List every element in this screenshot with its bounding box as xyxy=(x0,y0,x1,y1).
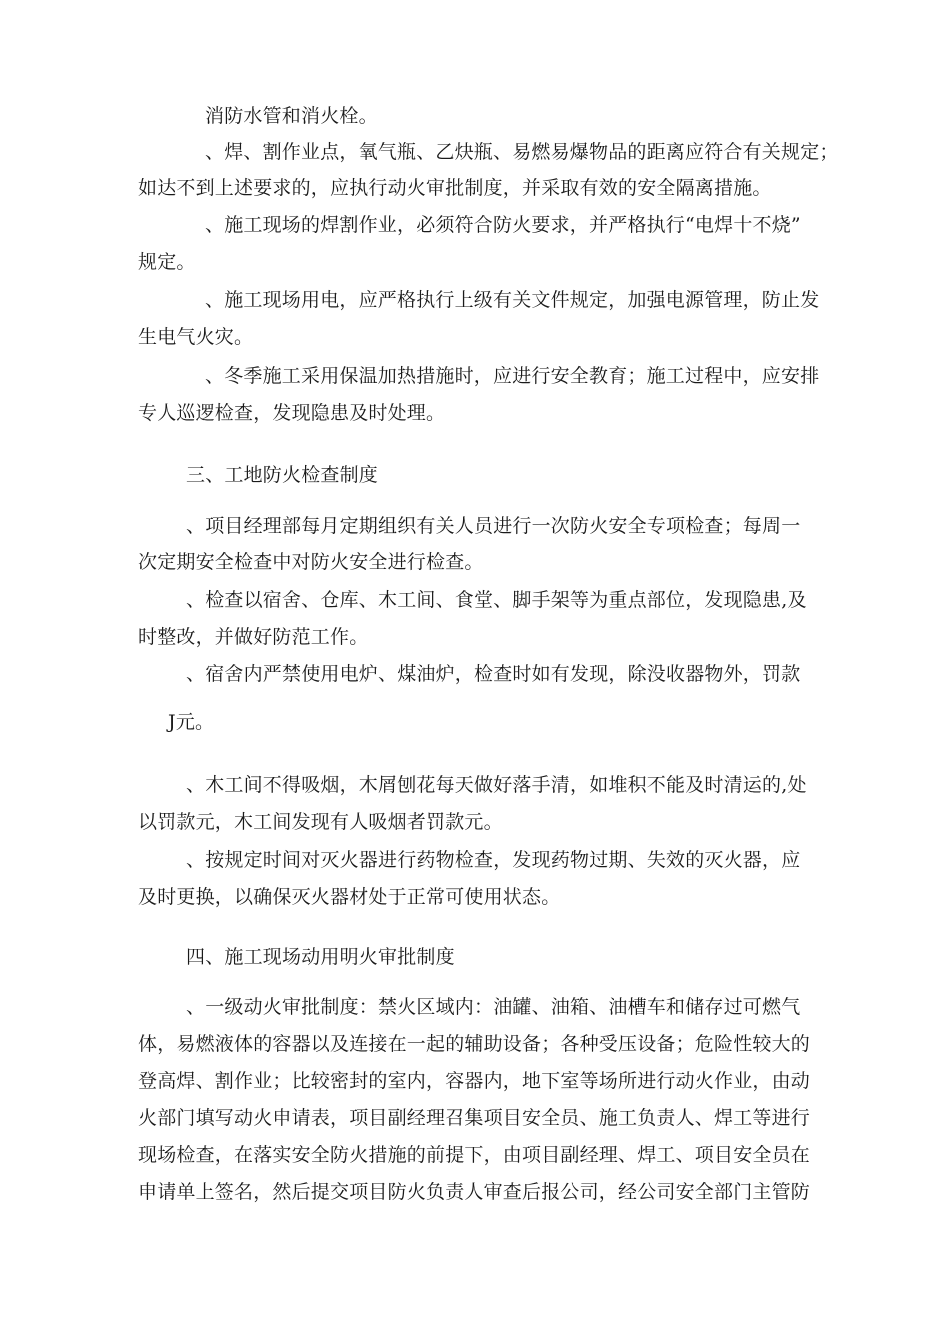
text-line: 消防水管和消火栓。 xyxy=(205,105,378,127)
text-line: 、按规定时间对灭火器进行药物检查，发现药物过期、失效的灭火器，应 xyxy=(186,849,801,871)
text-line: 申请单上签名，然后提交项目防火负责人审查后报公司，经公司安全部门主管防 xyxy=(138,1181,811,1203)
text-line: 规定。 xyxy=(138,251,196,273)
text-line: 火部门填写动火申请表，项目副经理召集项目安全员、施工负责人、焊工等进行 xyxy=(138,1107,811,1129)
text-line: 现场检查，在落实安全防火措施的前提下，由项目副经理、焊工、项目安全员在 xyxy=(138,1144,811,1166)
text-line: 、施工现场用电，应严格执行上级有关文件规定，加强电源管理，防止发 xyxy=(205,289,820,311)
text-line: 专人巡逻检查，发现隐患及时处理。 xyxy=(138,402,446,424)
text-line: 登高焊、割作业；比较密封的室内，容器内，地下室等场所进行动火作业，由动 xyxy=(138,1070,811,1092)
text-line: 、木工间不得吸烟，木屑刨花每天做好落手清，如堆积不能及时清运的,处 xyxy=(186,774,807,796)
text-line: 生电气火灾。 xyxy=(138,326,254,348)
text-line: 如达不到上述要求的，应执行动火审批制度，并采取有效的安全隔离措施。 xyxy=(138,177,772,199)
text-line: 、施工现场的焊割作业，必须符合防火要求，并严格执行“电焊十不烧” xyxy=(205,214,801,236)
text-line: 、焊、割作业点，氧气瓶、乙炔瓶、易燃易爆物品的距离应符合有关规定； xyxy=(205,141,839,163)
text-line: 以罚款元，木工间发现有人吸烟者罚款元。 xyxy=(138,811,503,833)
text-line: 体，易燃液体的容器以及连接在一起的辅助设备；各种受压设备；危险性较大的 xyxy=(138,1033,811,1055)
text-line: 、冬季施工采用保温加热措施时，应进行安全教育；施工过程中，应安排 xyxy=(205,365,820,387)
section-heading: 三、工地防火检查制度 xyxy=(186,464,379,486)
text-line: 及时更换，以确保灭火器材处于正常可使用状态。 xyxy=(138,886,561,908)
text-line: 次定期安全检查中对防火安全进行检查。 xyxy=(138,551,484,573)
text-line: 、检查以宿舍、仓库、木工间、食堂、脚手架等为重点部位，发现隐患,及 xyxy=(186,589,807,611)
text-line: 、宿舍内严禁使用电炉、煤油炉，检查时如有发现，除没收器物外，罚款 xyxy=(186,663,801,685)
text-line: 时整改，并做好防范工作。 xyxy=(138,626,369,648)
section-heading: 四、施工现场动用明火审批制度 xyxy=(186,946,455,968)
text-line: 、一级动火审批制度：禁火区域内：油罐、油箱、油槽车和储存过可燃气 xyxy=(186,996,801,1018)
text-line: 、项目经理部每月定期组织有关人员进行一次防火安全专项检查；每周一 xyxy=(186,515,801,537)
text-line: J元。 xyxy=(168,711,215,733)
